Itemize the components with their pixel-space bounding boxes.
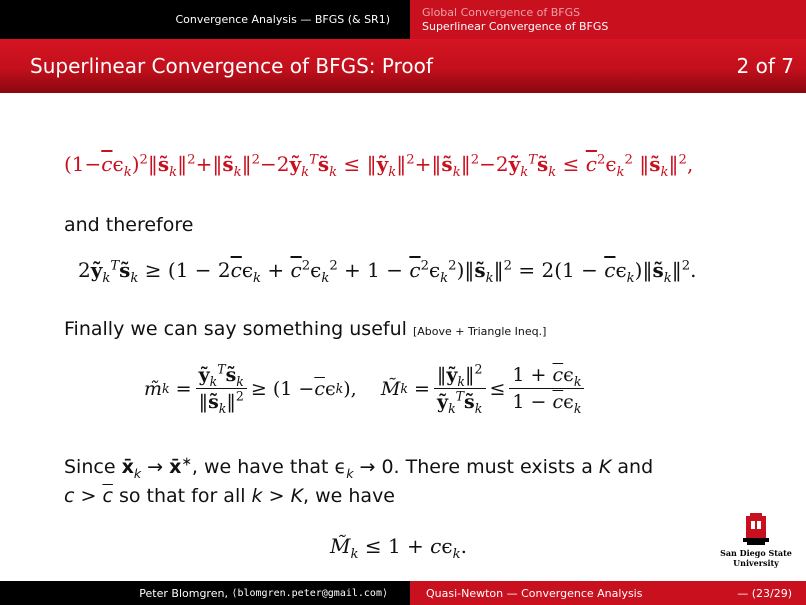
university-logo: [716, 512, 796, 572]
footer-right: [410, 581, 806, 605]
since-text-4: → 0. There must exists a: [353, 456, 599, 478]
footer-short-title: Quasi-Newton — Convergence Analysis: [426, 586, 643, 600]
since-text-7: so that for all: [112, 485, 252, 507]
logo-line2: University: [733, 558, 779, 568]
equation-final-bound: $M̃_k \le 1 + c\epsilon_k$.: [330, 534, 467, 562]
sdsu-seal-icon: [716, 512, 796, 548]
nav-subsection-global[interactable]: Global Convergence of BFGS: [422, 5, 581, 19]
footer-page-number: — (23/29): [737, 586, 792, 600]
text-and-therefore: and therefore: [64, 214, 194, 236]
footer-bar: [0, 581, 806, 605]
logo-line1: San Diego State: [720, 548, 792, 558]
since-text-9: , we have: [303, 485, 395, 507]
footer-author: Peter Blomgren,: [139, 586, 228, 600]
text-finally-main: Finally we can say something useful: [64, 318, 407, 340]
footer-email[interactable]: ⟨blomgren.peter@gmail.com⟩: [231, 587, 388, 599]
nav-section[interactable]: [0, 0, 410, 39]
nav-subsection-superlinear[interactable]: Superlinear Convergence of BFGS: [422, 19, 609, 33]
since-text-2: →: [141, 456, 170, 478]
nav-subsections: [410, 0, 806, 39]
since-text-6: >: [74, 485, 103, 507]
text-finally: [64, 318, 546, 340]
equation-inequality-1: $(1-\overline{c}\epsilon_k)^2‖s̃_k‖^2+‖s̃_k‖^2-2ỹ_k^Ts̃_k$ ≤ $‖ỹ_k‖^2+‖s̃_k‖^2-2ỹ_k^Ts̃_k \le \overline{c}^2\epsilon_k^2$ $‖s̃_k‖^2$,: [64, 152, 694, 180]
equation-inequality-2: $2ỹ_k^Ts̃_k \ge (1 - 2\overline{c}\epsilon_k + \overline{c}^2\epsilon_k^2 + 1$ − $\overline{c}^2\epsilon_k^2)‖s̃_k‖^2 = 2(1$ − $\overline{c}\epsilon_k)‖s̃_k‖^2$.: [78, 258, 697, 286]
navigation-bar: [0, 0, 806, 39]
text-finally-note: [Above + Triangle Ineq.]: [412, 325, 547, 338]
since-text-1: Since: [64, 456, 122, 478]
equation-bounds-mk: m̃ k = $\frac{ỹ_k^Ts̃_k}{‖s̃_k‖^2}$ ≥ (1 − $\overline{c}$ ϵ k ), M̃ k = $\frac{‖ỹ_k‖^2}{ỹ_k^Ts̃_k}$ ≤ $\frac{1 + \overline{c}\epsilon_k}{1 - \overline{c}\epsilon_k}$: [144, 364, 588, 413]
frame-title: Superlinear Convergence of BFGS: Proof: [30, 54, 433, 78]
text-since-line2: $c > \overline{c}$ so that for all k > K, we have: [64, 485, 395, 507]
frame-title-bar: [0, 39, 806, 93]
nav-section-label[interactable]: Convergence Analysis — BFGS (& SR1): [175, 13, 390, 26]
text-since-line1: Since $x̄_k$ → x̄∗, we have that $\epsilon_k \to 0$. There must exists a K and: [64, 453, 654, 481]
frame-counter: 2 of 7: [736, 54, 794, 78]
since-text-5: and: [611, 456, 654, 478]
since-text-3: , we have that: [191, 456, 335, 478]
since-text-8: >: [262, 485, 291, 507]
footer-left: [0, 581, 410, 605]
